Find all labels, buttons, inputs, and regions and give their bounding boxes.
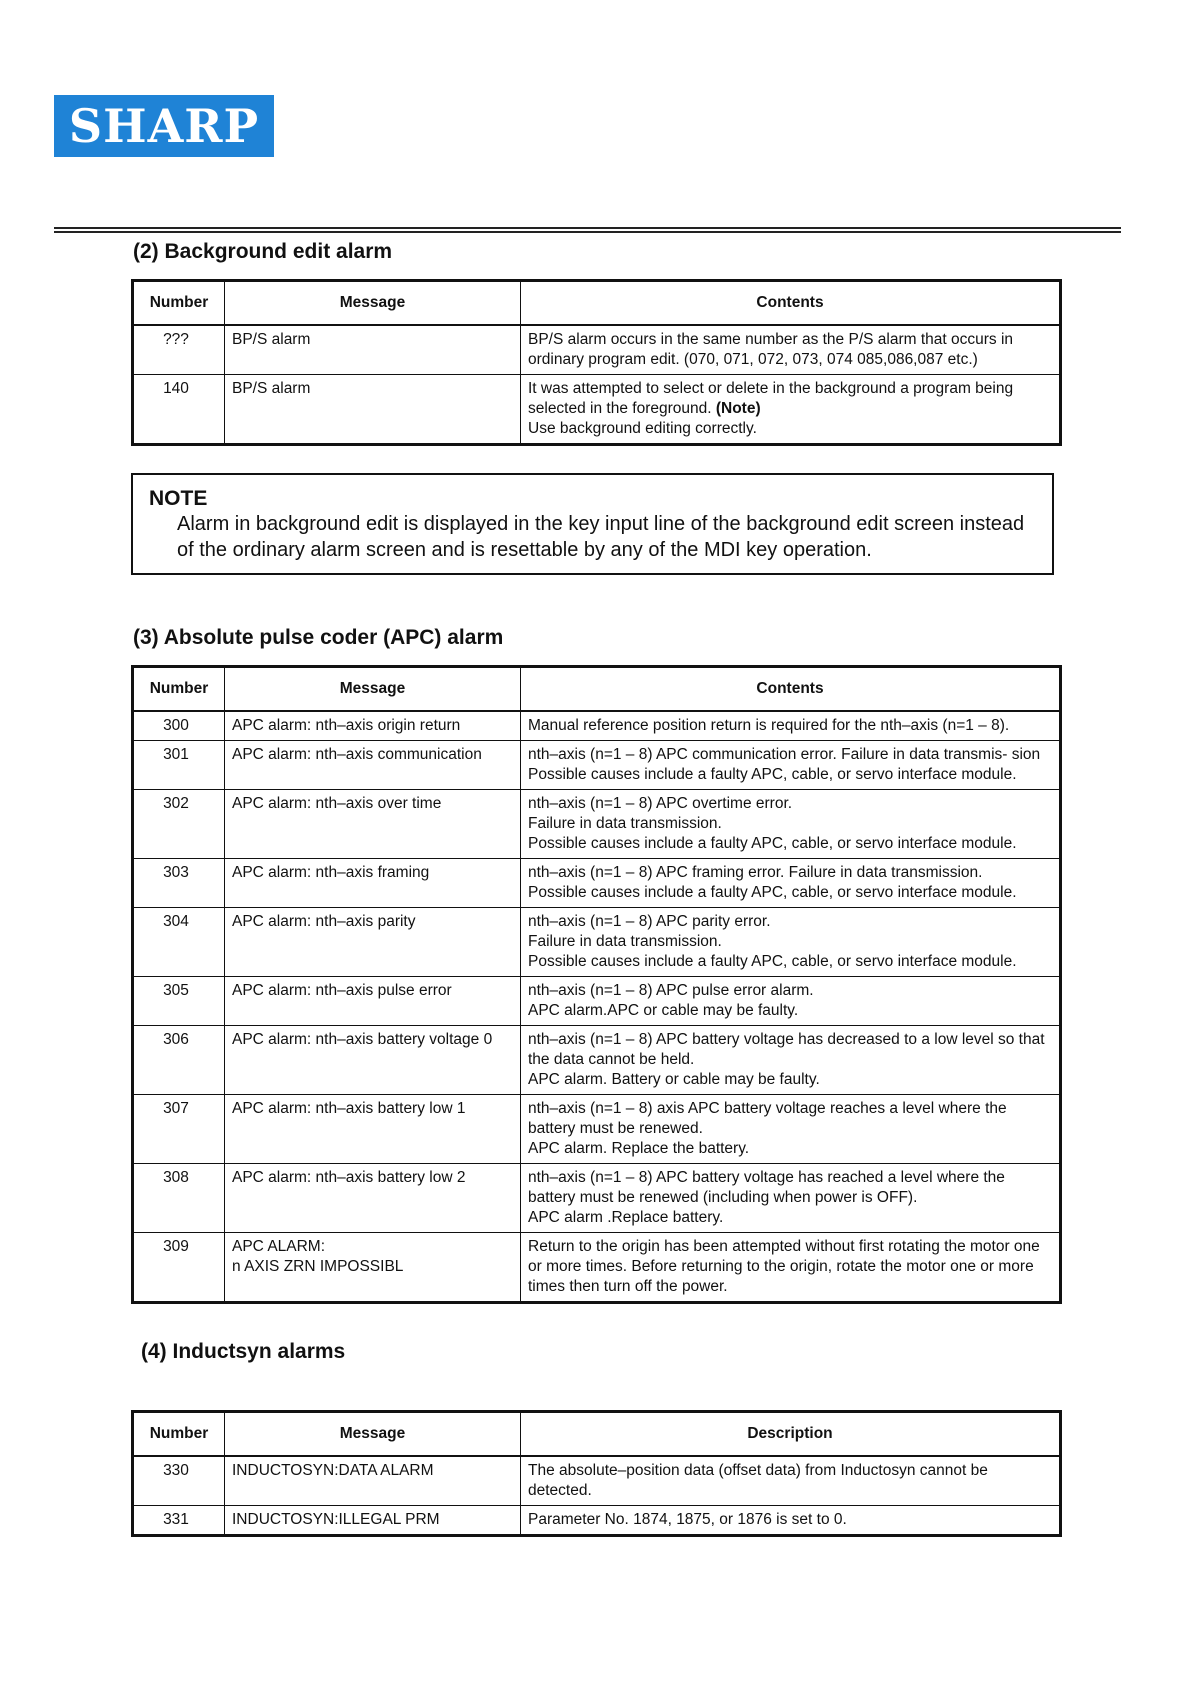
- alarm-contents-line: [528, 1510, 1052, 1530]
- alarm-number: ???: [133, 325, 225, 375]
- alarm-contents: [521, 1164, 1061, 1233]
- alarm-message-line: APC alarm: nth–axis pulse error: [232, 982, 452, 999]
- alarm-message: [225, 325, 521, 375]
- table-row: [133, 711, 1061, 741]
- alarm-number: 309: [133, 1233, 225, 1303]
- table-row: [133, 1095, 1061, 1164]
- table-row: [133, 859, 1061, 908]
- alarm-contents-line: [528, 745, 1052, 765]
- alarm-number: 303: [133, 859, 225, 908]
- alarm-contents-text: The absolute–position data (offset data) from Inductosyn cannot be detected.: [528, 1462, 988, 1499]
- alarm-contents-line: [528, 912, 1052, 932]
- alarm-contents-line: [528, 932, 1052, 952]
- header-rule-bottom: [54, 231, 1121, 233]
- alarm-message-line: APC alarm: nth–axis battery low 1: [232, 1100, 466, 1117]
- alarm-contents-text: nth–axis (n=1 – 8) APC framing error. Failure in data transmission.: [528, 864, 983, 881]
- alarm-number: 140: [133, 375, 225, 445]
- alarm-contents-text: Manual reference position return is required for the nth–axis (n=1 – 8).: [528, 717, 1010, 734]
- alarm-contents: [521, 711, 1061, 741]
- alarm-message-line: APC alarm: nth–axis battery low 2: [232, 1169, 466, 1186]
- alarm-message-line: APC alarm: nth–axis framing: [232, 864, 430, 881]
- alarm-contents-line: [528, 765, 1052, 785]
- alarm-message: [225, 375, 521, 445]
- alarm-contents-text: BP/S alarm occurs in the same number as the P/S alarm that occurs in ordinary program edit. (070, 071, 072, 073, 074 085,086,087 etc.): [528, 331, 1014, 368]
- table-row: [133, 1456, 1061, 1506]
- table-row: [133, 1026, 1061, 1095]
- note-box: [131, 473, 1054, 575]
- alarm-message-line: n AXIS ZRN IMPOSSIBL: [232, 1258, 404, 1275]
- alarm-contents-line: [528, 863, 1052, 883]
- alarm-message: [225, 1233, 521, 1303]
- alarm-contents-text: nth–axis (n=1 – 8) APC battery voltage has decreased to a low level so that the data cannot be held.: [528, 1031, 1045, 1068]
- sharp-logo: [54, 95, 274, 157]
- column-header-message: Message: [225, 1412, 521, 1457]
- alarm-contents-line: [528, 1237, 1052, 1297]
- alarm-message-line: APC alarm: nth–axis over time: [232, 795, 442, 812]
- alarm-contents: [521, 1095, 1061, 1164]
- alarm-contents: [521, 1026, 1061, 1095]
- header-rule-top: [54, 227, 1121, 229]
- alarm-contents-line: [528, 379, 1052, 419]
- alarm-message-line: APC alarm: nth–axis parity: [232, 913, 416, 930]
- alarm-contents-text: nth–axis (n=1 – 8) APC parity error.: [528, 913, 771, 930]
- alarm-contents: [521, 375, 1061, 445]
- apc-alarm-table: [131, 665, 1062, 1304]
- column-header-message: Message: [225, 281, 521, 326]
- alarm-contents-text: Use background editing correctly.: [528, 420, 757, 437]
- alarm-contents-line: [528, 1168, 1052, 1208]
- alarm-contents-line: [528, 330, 1052, 370]
- alarm-contents-text: APC alarm .Replace battery.: [528, 1209, 724, 1226]
- alarm-contents-line: [528, 1208, 1052, 1228]
- table-row: [133, 1233, 1061, 1303]
- alarm-contents-line: [528, 1461, 1052, 1501]
- alarm-contents-text: Possible causes include a faulty APC, cable, or servo interface module.: [528, 835, 1017, 852]
- alarm-contents-text: APC alarm. Replace the battery.: [528, 1140, 750, 1157]
- section-2-heading: (2) Background edit alarm: [133, 240, 393, 263]
- alarm-contents-line: [528, 1099, 1052, 1139]
- alarm-number: 306: [133, 1026, 225, 1095]
- alarm-contents-text: nth–axis (n=1 – 8) APC pulse error alarm.: [528, 982, 814, 999]
- alarm-message: [225, 1095, 521, 1164]
- alarm-message: [225, 977, 521, 1026]
- table-row: [133, 1506, 1061, 1536]
- note-title: NOTE: [149, 487, 208, 510]
- table-row: [133, 790, 1061, 859]
- alarm-number: 300: [133, 711, 225, 741]
- alarm-contents-text: Possible causes include a faulty APC, cable, or servo interface module.: [528, 884, 1017, 901]
- alarm-number: 308: [133, 1164, 225, 1233]
- column-header-contents: Contents: [521, 281, 1061, 326]
- alarm-contents-text: Possible causes include a faulty APC, cable, or servo interface module.: [528, 953, 1017, 970]
- alarm-contents-text: APC alarm.APC or cable may be faulty.: [528, 1002, 799, 1019]
- column-header-contents: Contents: [521, 667, 1061, 712]
- alarm-message-line: APC alarm: nth–axis battery voltage 0: [232, 1031, 493, 1048]
- alarm-contents-line: [528, 981, 1052, 1001]
- table-row: [133, 1164, 1061, 1233]
- alarm-contents-line: [528, 883, 1052, 903]
- alarm-message: [225, 741, 521, 790]
- note-body: Alarm in background edit is displayed in the key input line of the background edit screen instead of the ordinary alarm screen and is resettable by any of the MDI key operation.: [177, 513, 1025, 561]
- alarm-contents-text: Return to the origin has been attempted without first rotating the motor one or more times. Before returning to the origin, rotate the motor one or more times then turn off the power.: [528, 1238, 1040, 1295]
- alarm-message-line: BP/S alarm: [232, 331, 311, 348]
- alarm-contents-line: [528, 834, 1052, 854]
- column-header-number: Number: [133, 1412, 225, 1457]
- alarm-contents-text: APC alarm. Battery or cable may be faulty.: [528, 1071, 820, 1088]
- alarm-contents: [521, 1506, 1061, 1536]
- column-header-number: Number: [133, 281, 225, 326]
- table-row: [133, 977, 1061, 1026]
- alarm-number: 331: [133, 1506, 225, 1536]
- table-row: [133, 325, 1061, 375]
- alarm-contents-line: [528, 1001, 1052, 1021]
- alarm-contents: [521, 1233, 1061, 1303]
- alarm-number: 302: [133, 790, 225, 859]
- table-row: [133, 375, 1061, 445]
- alarm-contents-text: nth–axis (n=1 – 8) APC overtime error.: [528, 795, 793, 812]
- column-header-number: Number: [133, 667, 225, 712]
- section-4-heading: (4) Inductsyn alarms: [141, 1340, 346, 1363]
- alarm-contents-text: nth–axis (n=1 – 8) APC battery voltage has reached a level where the battery must be renewed (including when power is OFF).: [528, 1169, 1005, 1206]
- alarm-contents-text: nth–axis (n=1 – 8) APC communication error. Failure in data transmis- sion: [528, 746, 1041, 763]
- alarm-contents-line: [528, 1030, 1052, 1070]
- alarm-number: 330: [133, 1456, 225, 1506]
- alarm-contents: [521, 1456, 1061, 1506]
- alarm-message: [225, 1506, 521, 1536]
- alarm-message-line: INDUCTOSYN:DATA ALARM: [232, 1462, 434, 1479]
- column-header-description: Description: [521, 1412, 1061, 1457]
- alarm-contents: [521, 977, 1061, 1026]
- alarm-number: 301: [133, 741, 225, 790]
- alarm-contents: [521, 325, 1061, 375]
- inductsyn-alarm-table: [131, 1410, 1062, 1537]
- background-edit-alarm-table: [131, 279, 1062, 446]
- alarm-message: [225, 859, 521, 908]
- alarm-contents-text: Failure in data transmission.: [528, 815, 722, 832]
- alarm-contents: [521, 859, 1061, 908]
- column-header-message: Message: [225, 667, 521, 712]
- alarm-contents: [521, 790, 1061, 859]
- alarm-contents-line: [528, 794, 1052, 814]
- alarm-contents: [521, 908, 1061, 977]
- alarm-contents-text: It was attempted to select or delete in the background a program being selected in the foreground.: [528, 380, 1014, 417]
- table-row: [133, 741, 1061, 790]
- alarm-message: [225, 1164, 521, 1233]
- alarm-contents-line: [528, 1139, 1052, 1159]
- logo-text: SHARP: [68, 99, 260, 153]
- alarm-contents-line: [528, 419, 1052, 439]
- table-row: [133, 908, 1061, 977]
- alarm-message: [225, 790, 521, 859]
- section-3-heading: (3) Absolute pulse coder (APC) alarm: [133, 626, 504, 649]
- alarm-message-line: APC ALARM:: [232, 1238, 326, 1255]
- alarm-contents: [521, 741, 1061, 790]
- alarm-contents-line: [528, 716, 1052, 736]
- alarm-contents-text: Parameter No. 1874, 1875, or 1876 is set to 0.: [528, 1511, 847, 1528]
- alarm-contents-text: nth–axis (n=1 – 8) axis APC battery voltage reaches a level where the battery must be renewed.: [528, 1100, 1007, 1137]
- alarm-contents-line: [528, 952, 1052, 972]
- alarm-contents-line: [528, 1070, 1052, 1090]
- alarm-number: 305: [133, 977, 225, 1026]
- alarm-message: [225, 908, 521, 977]
- alarm-number: 304: [133, 908, 225, 977]
- alarm-message: [225, 1026, 521, 1095]
- alarm-contents-text: Possible causes include a faulty APC, cable, or servo interface module.: [528, 766, 1017, 783]
- alarm-contents-line: [528, 814, 1052, 834]
- alarm-message: [225, 711, 521, 741]
- alarm-number: 307: [133, 1095, 225, 1164]
- alarm-message-line: BP/S alarm: [232, 380, 311, 397]
- alarm-message-line: APC alarm: nth–axis origin return: [232, 717, 461, 734]
- note-reference: (Note): [715, 400, 761, 417]
- alarm-contents-text: Failure in data transmission.: [528, 933, 722, 950]
- alarm-message-line: APC alarm: nth–axis communication: [232, 746, 482, 763]
- alarm-message-line: INDUCTOSYN:ILLEGAL PRM: [232, 1511, 440, 1528]
- alarm-message: [225, 1456, 521, 1506]
